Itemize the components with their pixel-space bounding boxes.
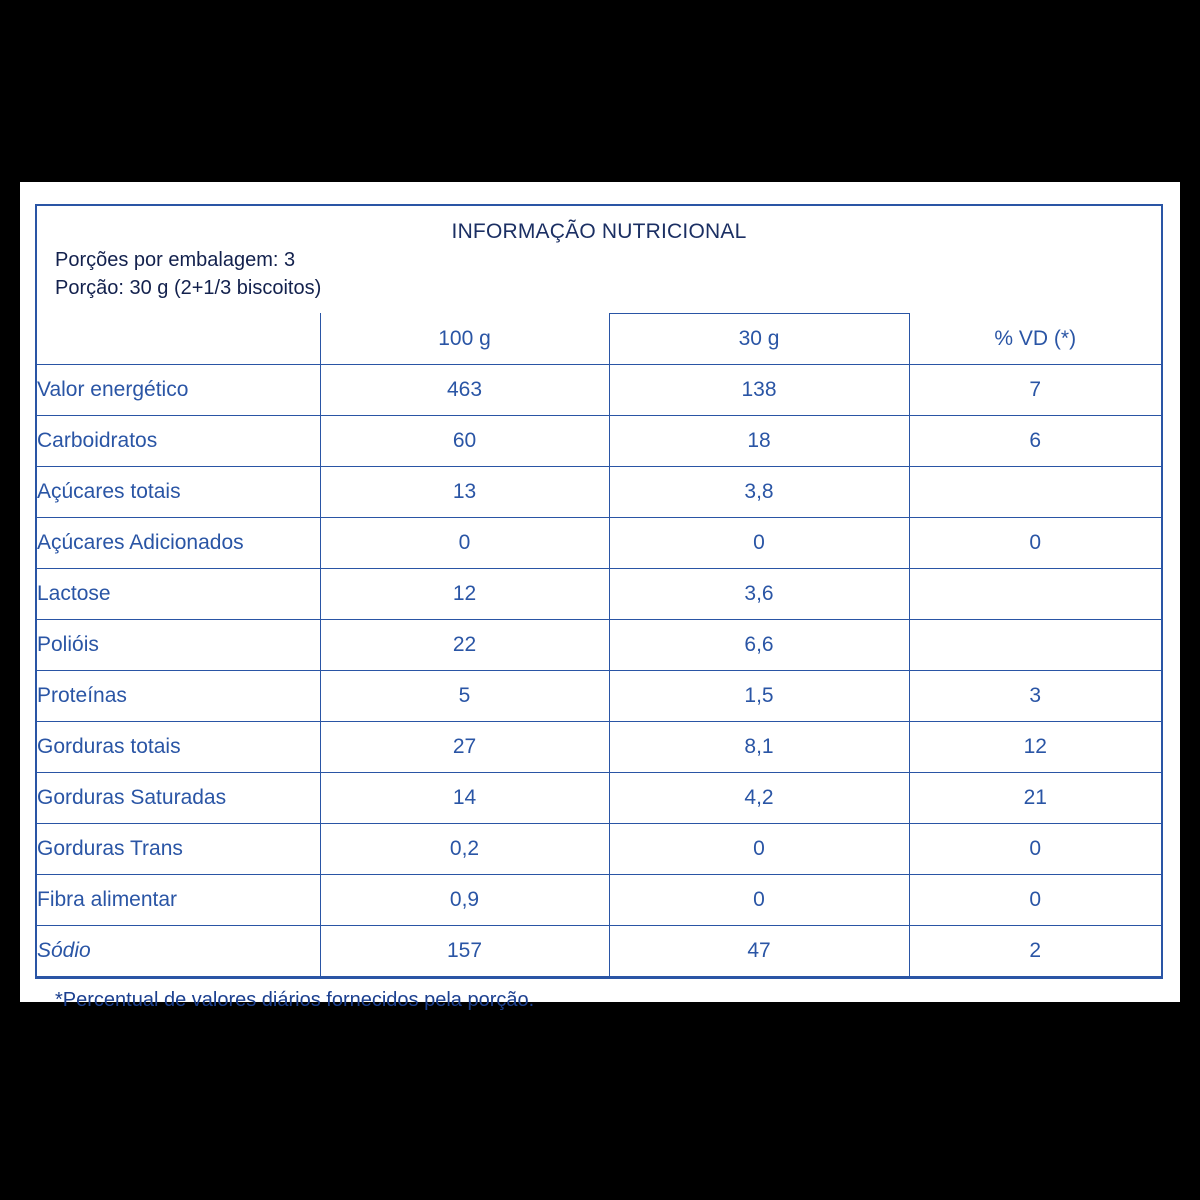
table-row <box>37 517 1161 568</box>
column-header-100g: 100 g <box>320 313 609 364</box>
row-value-vd <box>909 466 1161 517</box>
row-label: Açúcares totais <box>37 466 320 517</box>
row-label: Gorduras Trans <box>37 823 320 874</box>
row-value-portion: 138 <box>609 364 909 415</box>
nutrition-table <box>37 313 1161 977</box>
row-label: Açúcares Adicionados <box>37 517 320 568</box>
row-value-100g: 157 <box>320 925 609 976</box>
footnote: *Percentual de valores diários fornecidos pela porção. <box>55 988 535 1011</box>
column-header-vd: % VD (*) <box>909 313 1161 364</box>
row-value-vd <box>909 568 1161 619</box>
row-value-portion: 0 <box>609 874 909 925</box>
table-row <box>37 415 1161 466</box>
row-label: Carboidratos <box>37 415 320 466</box>
table-row <box>37 823 1161 874</box>
row-value-portion: 3,8 <box>609 466 909 517</box>
row-value-vd <box>909 619 1161 670</box>
table-header-row <box>37 313 1161 364</box>
row-value-vd: 0 <box>909 823 1161 874</box>
row-label: Polióis <box>37 619 320 670</box>
portions-per-package: Porções por embalagem: 3 <box>55 249 296 271</box>
column-header-name <box>37 313 320 364</box>
row-value-vd: 6 <box>909 415 1161 466</box>
table-row <box>37 721 1161 772</box>
row-value-100g: 60 <box>320 415 609 466</box>
row-value-vd: 7 <box>909 364 1161 415</box>
row-value-vd: 21 <box>909 772 1161 823</box>
row-value-portion: 8,1 <box>609 721 909 772</box>
row-value-100g: 13 <box>320 466 609 517</box>
row-value-100g: 22 <box>320 619 609 670</box>
row-value-vd: 3 <box>909 670 1161 721</box>
row-value-vd: 0 <box>909 517 1161 568</box>
row-value-portion: 18 <box>609 415 909 466</box>
row-value-portion: 1,5 <box>609 670 909 721</box>
row-value-portion: 6,6 <box>609 619 909 670</box>
column-header-portion: 30 g <box>609 313 909 364</box>
row-value-vd: 12 <box>909 721 1161 772</box>
row-value-100g: 463 <box>320 364 609 415</box>
row-label: Valor energético <box>37 364 320 415</box>
portions-block <box>37 244 1161 303</box>
row-value-100g: 27 <box>320 721 609 772</box>
row-label: Proteínas <box>37 670 320 721</box>
table-row <box>37 925 1161 976</box>
table-row <box>37 568 1161 619</box>
row-label: Lactose <box>37 568 320 619</box>
row-value-vd: 2 <box>909 925 1161 976</box>
row-value-vd: 0 <box>909 874 1161 925</box>
row-label: Fibra alimentar <box>37 874 320 925</box>
table-row <box>37 364 1161 415</box>
table-row <box>37 619 1161 670</box>
row-value-100g: 0,9 <box>320 874 609 925</box>
row-value-portion: 0 <box>609 517 909 568</box>
row-label: Sódio <box>37 925 320 976</box>
table-body <box>37 364 1161 976</box>
row-value-portion: 4,2 <box>609 772 909 823</box>
row-value-100g: 0,2 <box>320 823 609 874</box>
nutrition-panel <box>35 204 1163 1011</box>
row-value-100g: 5 <box>320 670 609 721</box>
table-row <box>37 670 1161 721</box>
row-value-100g: 0 <box>320 517 609 568</box>
row-value-portion: 0 <box>609 823 909 874</box>
row-label: Gorduras Saturadas <box>37 772 320 823</box>
table-row <box>37 874 1161 925</box>
row-label: Gorduras totais <box>37 721 320 772</box>
row-value-portion: 3,6 <box>609 568 909 619</box>
row-value-100g: 14 <box>320 772 609 823</box>
table-row <box>37 772 1161 823</box>
row-value-100g: 12 <box>320 568 609 619</box>
table-row <box>37 466 1161 517</box>
portion-size: Porção: 30 g (2+1/3 biscoitos) <box>55 277 322 300</box>
nutrition-label-card <box>20 182 1180 1011</box>
panel-title: INFORMAÇÃO NUTRICIONAL <box>451 220 747 243</box>
row-value-portion: 47 <box>609 925 909 976</box>
